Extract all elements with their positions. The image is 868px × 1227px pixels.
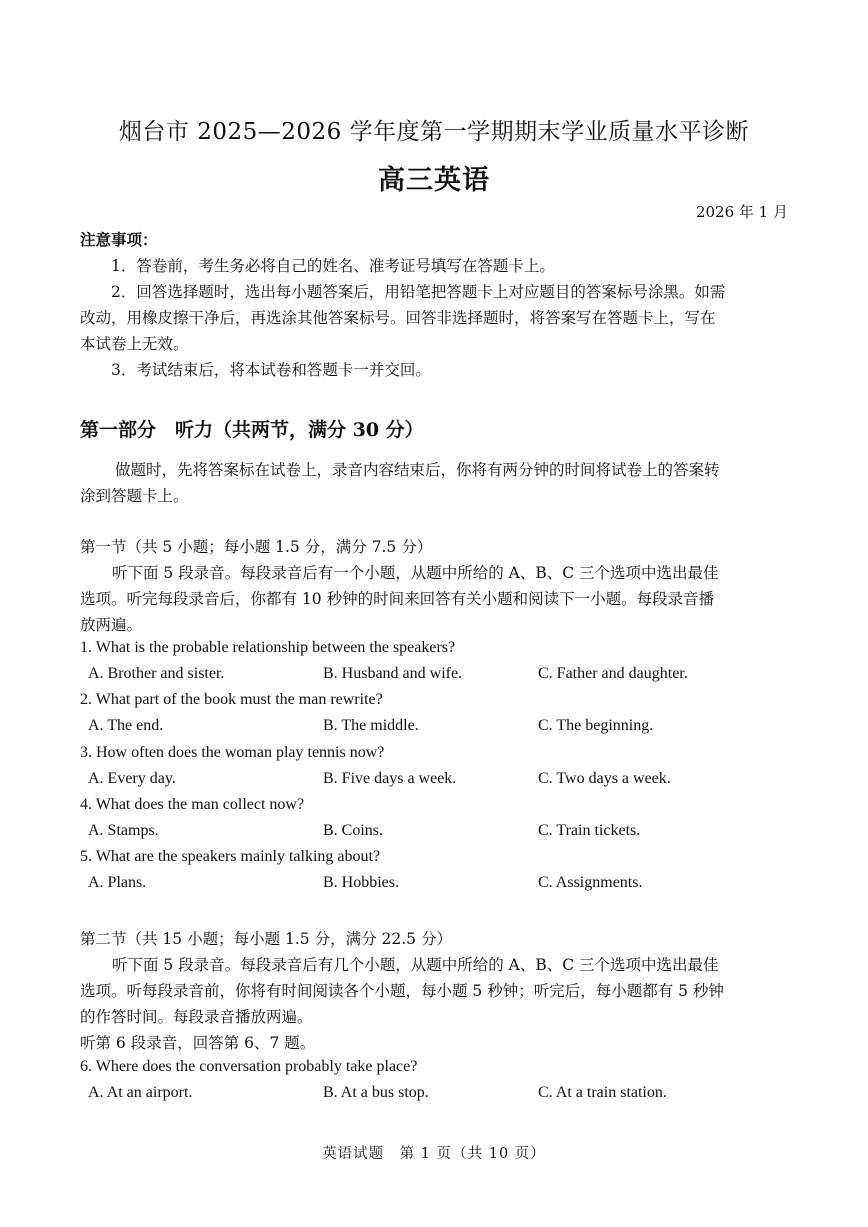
question-3-option-a: A. Every day. [88, 770, 176, 787]
question-3-option-c: C. Two days a week. [538, 770, 671, 787]
question-2-option-a: A. The end. [88, 717, 164, 734]
notice-heading: 注意事项： [80, 230, 158, 249]
exam-date: 2026 年 1 月 [695, 203, 788, 221]
question-3: 3. How often does the woman play tennis now? [80, 744, 385, 761]
question-6-option-b: B. At a bus stop. [323, 1084, 429, 1101]
question-4: 4. What does the man collect now? [80, 796, 305, 813]
question-1-option-b: B. Husband and wife. [323, 665, 463, 682]
notice-item-2-line-2: 改动，用橡皮擦干净后，再选涂其他答案标号。回答非选择题时，将答案写在答题卡上，写在 [80, 309, 716, 327]
question-2-option-c: C. The beginning. [538, 717, 654, 734]
section2-heading: 第二节（共 15 小题；每小题 1.5 分，满分 22.5 分） [80, 930, 452, 948]
question-1-option-a: A. Brother and sister. [88, 665, 225, 682]
exam-title: 烟台市 2025—2026 学年度第一学期期末学业质量水平诊断 [118, 119, 750, 145]
question-6-option-a: A. At an airport. [88, 1084, 193, 1101]
notice-item-1: 1．答卷前，考生务必将自己的姓名、准考证号填写在答题卡上。 [111, 257, 555, 275]
question-6: 6. Where does the conversation probably take place? [80, 1058, 418, 1075]
part1-intro-line-2: 涂到答题卡上。 [80, 487, 189, 505]
question-1-option-c: C. Father and daughter. [538, 665, 688, 682]
notice-item-3: 3．考试结束后，将本试卷和答题卡一并交回。 [111, 361, 431, 379]
question-5-option-c: C. Assignments. [538, 874, 643, 891]
section1-intro-line-1: 听下面 5 段录音。每段录音后有一个小题，从题中所给的 A、B、C 三个选项中选出最佳 [112, 564, 719, 582]
page-footer: 英语试题 第 1 页（共 10 页） [322, 1146, 546, 1162]
question-5-option-b: B. Hobbies. [323, 874, 399, 891]
part1-heading: 第一部分 听力（共两节，满分 30 分） [80, 419, 424, 441]
section1-intro-line-2: 选项。听完每段录音后，你都有 10 秒钟的时间来回答有关小题和阅读下一小题。每段录音播 [80, 590, 715, 608]
question-4-option-c: C. Train tickets. [538, 822, 641, 839]
question-2-option-b: B. The middle. [323, 717, 419, 734]
question-4-option-b: B. Coins. [323, 822, 384, 839]
question-2: 2. What part of the book must the man rewrite? [80, 691, 383, 708]
question-5: 5. What are the speakers mainly talking about? [80, 848, 381, 865]
section1-heading: 第一节（共 5 小题；每小题 1.5 分，满分 7.5 分） [80, 538, 433, 556]
section1-intro-line-3: 放两遍。 [80, 616, 143, 634]
question-1: 1. What is the probable relationship between the speakers? [80, 639, 456, 656]
section2-intro-line-1: 听下面 5 段录音。每段录音后有几个小题，从题中所给的 A、B、C 三个选项中选出最佳 [112, 956, 719, 974]
section2-intro-line-3: 的作答时间。每段录音播放两遍。 [80, 1008, 313, 1026]
part1-intro-line-1: 做题时，先将答案标在试卷上，录音内容结束后，你将有两分钟的时间将试卷上的答案转 [115, 461, 720, 479]
notice-item-2-line-1: 2．回答选择题时，选出每小题答案后，用铅笔把答题卡上对应题目的答案标号涂黑。如需 [111, 283, 726, 301]
question-3-option-b: B. Five days a week. [323, 770, 457, 787]
subject-title: 高三英语 [378, 165, 490, 196]
notice-item-2-line-3: 本试卷上无效。 [80, 335, 189, 353]
question-5-option-a: A. Plans. [88, 874, 147, 891]
section2-cue: 听第 6 段录音，回答第 6、7 题。 [80, 1034, 316, 1052]
question-4-option-a: A. Stamps. [88, 822, 159, 839]
section2-intro-line-2: 选项。听每段录音前，你将有时间阅读各个小题，每小题 5 秒钟；听完后，每小题都有 5 秒钟 [80, 982, 724, 1000]
question-6-option-c: C. At a train station. [538, 1084, 667, 1101]
